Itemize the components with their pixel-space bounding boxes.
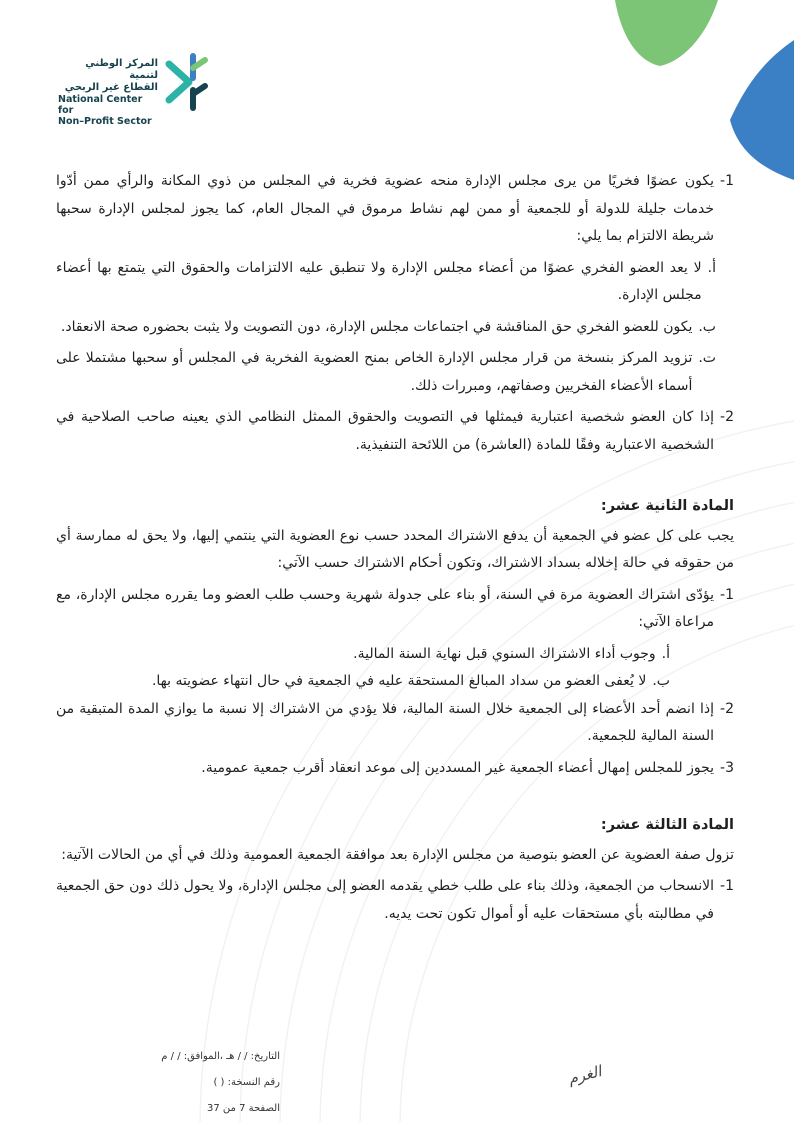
logo-arabic-line1: المركز الوطني لتنمية bbox=[85, 58, 158, 81]
item-letter: ت. bbox=[698, 350, 716, 366]
list-item bbox=[56, 404, 734, 459]
item-number: 1- bbox=[720, 878, 734, 894]
list-item bbox=[56, 668, 670, 696]
signature: الغرم bbox=[566, 1062, 604, 1088]
list-item bbox=[56, 755, 734, 783]
item-number: 2- bbox=[720, 700, 734, 717]
article-intro: تزول صفة العضوية عن العضو بتوصية من مجلس الإدارة بعد موافقة الجمعية العمومية وذلك في أي من الحالات الآتية: bbox=[61, 846, 734, 863]
article-intro: يجب على كل عضو في الجمعية أن يدفع الاشتراك المحدد حسب نوع العضوية التي ينتمي إليها، ولا يحق له ممارسة أي من حقوقه في حالة إخلاله بسداد الاشتراك، وتكون أحكام الاشتراك حسب الآتي: bbox=[56, 527, 734, 571]
corner-shape-green bbox=[615, 0, 718, 66]
list-item bbox=[56, 696, 734, 751]
item-number: 1- bbox=[720, 173, 734, 189]
logo-text bbox=[58, 58, 158, 127]
list-item bbox=[56, 641, 670, 669]
item-number: 3- bbox=[720, 759, 734, 776]
item-text: وجوب أداء الاشتراك السنوي قبل نهاية السنة المالية. bbox=[353, 645, 656, 662]
footer-page-number: الصفحة 7 من 37 bbox=[207, 1103, 280, 1114]
item-text: لا يُعفى العضو من سداد المبالغ المستحقة عليه في الجمعية في حال انتهاء عضويته بها. bbox=[151, 673, 647, 689]
logo-english-line1: National Center for bbox=[58, 94, 143, 116]
item-text: إذا كان العضو شخصية اعتبارية فيمثلها في التصويت والحقوق الممثل النظامي الذي يعينه صاحب الصلاحية في الشخصية الاعتبارية وفقًا للمادة (العاشرة) من اللائحة التنفيذية. bbox=[56, 409, 715, 453]
article-heading: المادة الثانية عشر: bbox=[600, 498, 734, 514]
organization-logo bbox=[58, 50, 218, 127]
article-heading: المادة الثالثة عشر: bbox=[600, 817, 734, 833]
item-text: يكون عضوًا فخريًا من يرى مجلس الإدارة منحه عضوية فخرية في المجلس من ذوي المكانة والرأي ممن أدّوا خدمات جليلة للدولة أو للجمعية أو ممن لهم نشاط مرموق في المجال العام، كما يجوز لمجلس الإدارة سحبها شريطة الالتزام بما يلي: bbox=[56, 173, 715, 244]
item-text: الانسحاب من الجمعية، وذلك بناء على طلب خطي يقدمه العضو إلى مجلس الإدارة، ولا يحول ذلك دون حق الجمعية في مطالبته بأي مستحقات عليه أو أموال تكون تحت يديه. bbox=[56, 878, 715, 922]
item-text: يكون للعضو الفخري حق المناقشة في اجتماعات مجلس الإدارة، دون التصويت ولا يثبت بحضوره صحة الانعقاد. bbox=[60, 318, 693, 335]
list-item bbox=[56, 168, 734, 251]
logo-english-line2: Non–Profit Sector bbox=[58, 116, 152, 127]
footer-copy-number: رقم النسخة: ( ) bbox=[213, 1077, 280, 1088]
logo-mark-icon bbox=[163, 50, 211, 112]
list-item bbox=[56, 345, 716, 400]
corner-shape-blue bbox=[730, 40, 794, 180]
item-text: إذا انضم أحد الأعضاء إلى الجمعية خلال السنة المالية، فلا يؤدي من الاشتراك إلا نسبة ما يوازي المدة المتبقية من السنة المالية للجمعية. bbox=[56, 700, 715, 744]
item-letter: أ. bbox=[661, 645, 670, 662]
list-item bbox=[56, 582, 734, 637]
item-letter: ب. bbox=[652, 673, 670, 689]
item-letter: ب. bbox=[698, 318, 716, 335]
list-item bbox=[56, 314, 716, 342]
item-text: لا يعد العضو الفخري عضوًا من أعضاء مجلس الإدارة ولا تنطبق عليه الالتزامات والحقوق التي يتمتع بها أعضاء مجلس الإدارة. bbox=[56, 259, 702, 303]
logo-arabic-line2: القطاع غير الربحي bbox=[64, 82, 158, 93]
list-item bbox=[56, 255, 716, 310]
item-number: 2- bbox=[720, 409, 734, 425]
item-text: يؤدّى اشتراك العضوية مرة في السنة، أو بناء على جدولة شهرية وحسب طلب العضو وما يقرره مجلس الإدارة، مع مراعاة الآتي: bbox=[56, 586, 715, 630]
item-letter: أ. bbox=[707, 259, 716, 276]
footer-date: التاريخ: / / هـ ،الموافق: / / م bbox=[161, 1051, 280, 1062]
list-item bbox=[56, 873, 734, 928]
document-body bbox=[56, 168, 734, 928]
item-text: تزويد المركز بنسخة من قرار مجلس الإدارة الخاص بمنح العضوية الفخرية في المجلس أو سحبها مشتملا على أسماء الأعضاء الفخريين وصفاتهم، ومبررات ذلك. bbox=[56, 350, 693, 394]
item-text: يجوز للمجلس إمهال أعضاء الجمعية غير المسددين إلى موعد انعقاد أقرب جمعية عمومية. bbox=[201, 759, 715, 776]
item-number: 1- bbox=[720, 586, 734, 603]
